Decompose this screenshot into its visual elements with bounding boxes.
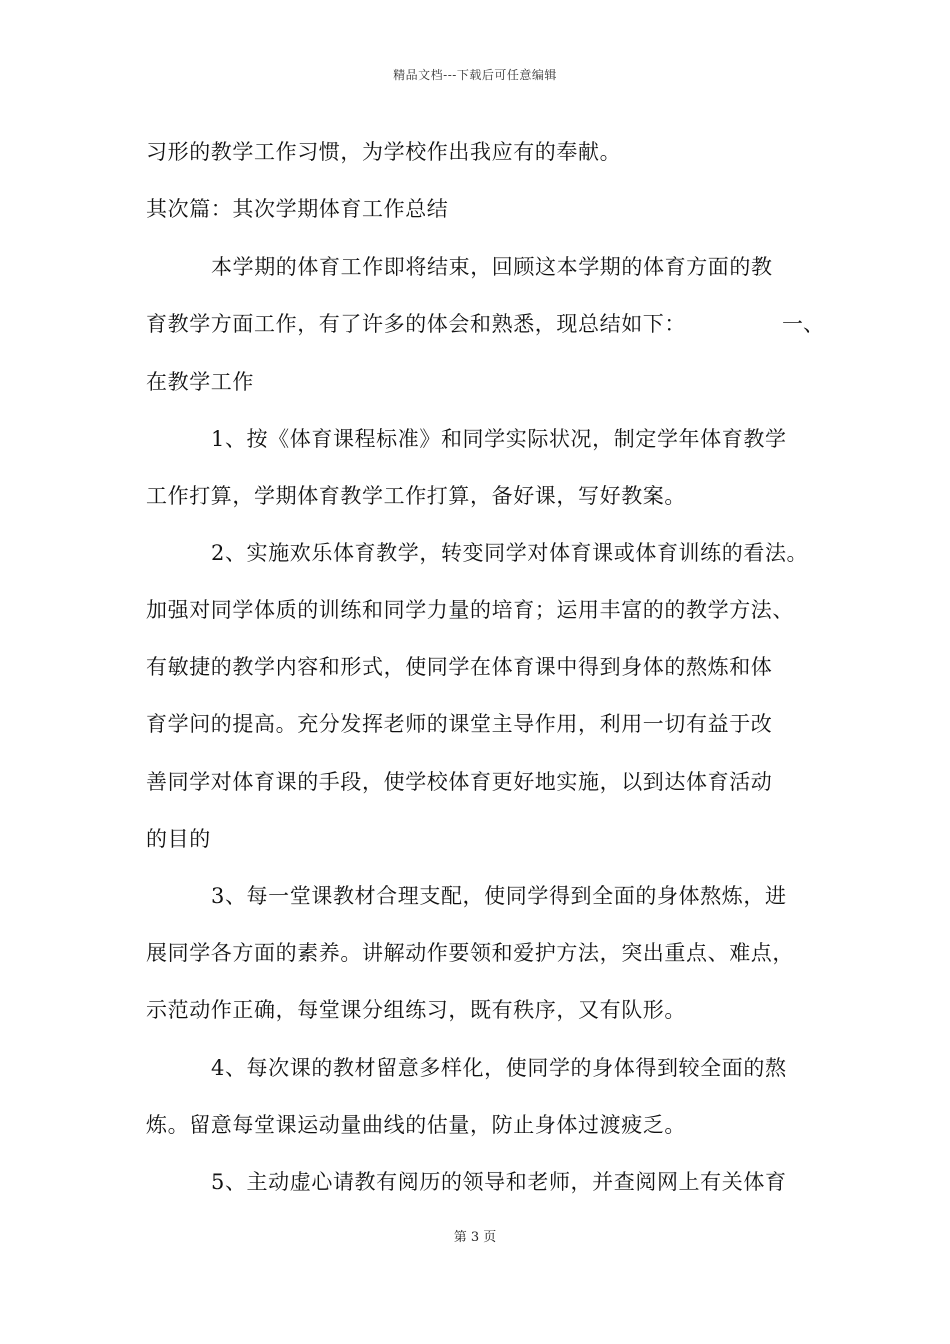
text-line: 在教学工作	[146, 370, 254, 394]
text-line: 炼。留意每堂课运动量曲线的估量，防止身体过渡疲乏。	[146, 1113, 686, 1137]
text-line: 示范动作正确，每堂课分组练习，既有秩序，又有队形。	[146, 998, 686, 1022]
text-line: 4、每次课的教材留意多样化，使同学的身体得到较全面的熬	[211, 1056, 787, 1080]
text-line: 本学期的体育工作即将结束，回顾这本学期的体育方面的教	[211, 255, 773, 279]
text-line: 的目的	[146, 827, 211, 851]
text-line: 有敏捷的教学内容和形式，使同学在体育课中得到身体的熬炼和体	[146, 655, 773, 679]
text-line: 善同学对体育课的手段，使学校体育更好地实施，以到达体育活动	[146, 770, 773, 794]
text-line: 展同学各方面的素养。讲解动作要领和爱护方法，突出重点、难点，	[146, 941, 794, 965]
text-line: 2、实施欢乐体育教学，转变同学对体育课或体育训练的看法。	[211, 541, 809, 565]
section-heading: 其次篇：其次学期体育工作总结	[146, 197, 449, 221]
text-line: 育教学方面工作，有了许多的体会和熟悉，现总结如下：	[146, 312, 686, 336]
text-line: 1、按《体育课程标准》和同学实际状况，制定学年体育教学	[211, 427, 787, 451]
text-line: 工作打算，学期体育教学工作打算，备好课，写好教案。	[146, 484, 686, 508]
text-line: 5、主动虚心请教有阅历的领导和老师，并查阅网上有关体育	[211, 1170, 787, 1194]
page-header: 精品文档---下载后可任意编辑	[393, 68, 557, 82]
list-marker: 一、	[782, 312, 824, 336]
text-line: 加强对同学体质的训练和同学力量的培育；运用丰富的的教学方法、	[146, 598, 794, 622]
page-number: 第 3 页	[453, 1230, 497, 1245]
text-line: 习形的教学工作习惯，为学校作出我应有的奉献。	[146, 140, 622, 164]
text-line: 育学问的提高。充分发挥老师的课堂主导作用，利用一切有益于改	[146, 712, 773, 736]
text-line: 3、每一堂课教材合理支配，使同学得到全面的身体熬炼，进	[211, 884, 787, 908]
